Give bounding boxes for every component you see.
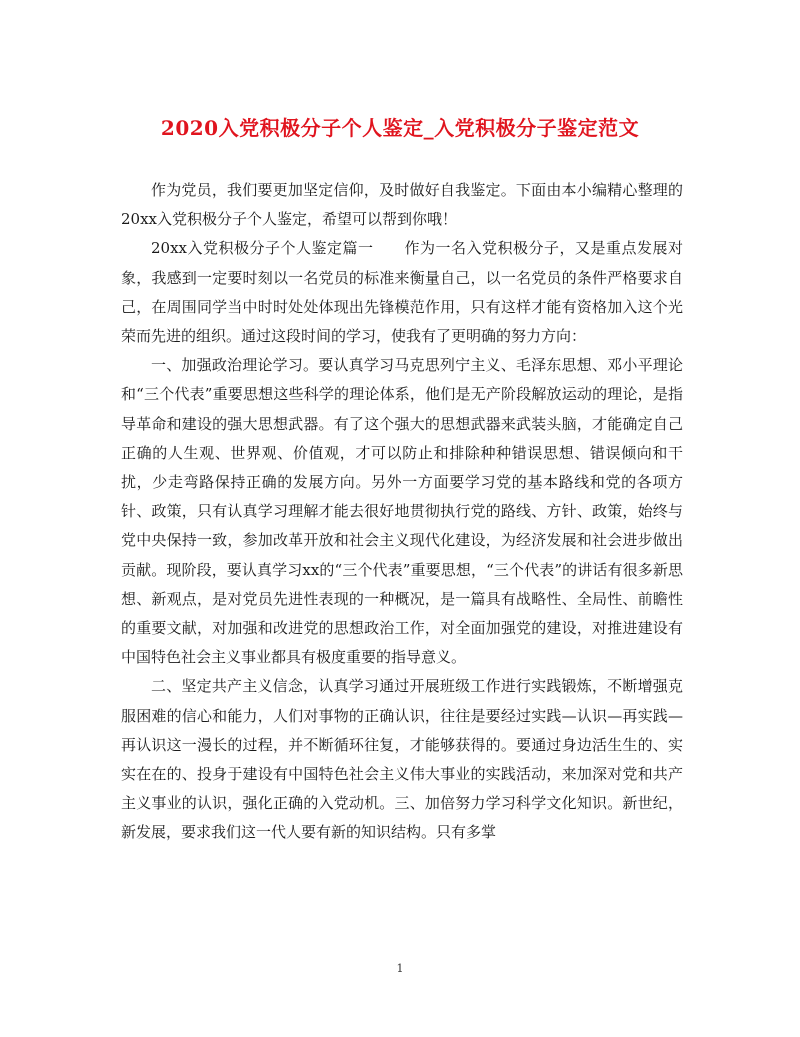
- document-title: 2020入党积极分子个人鉴定_入党积极分子鉴定范文: [160, 116, 640, 140]
- intro-paragraph: 作为党员，我们要更加坚定信仰，及时做好自我鉴定。下面由本小编精心整理的20xx入党积极分子个人鉴定，希望可以帮到你哦！: [121, 181, 683, 229]
- political-study-paragraph: 一、加强政治理论学习。要认真学习马克思列宁主义、毛泽东思想、邓小平理论和“三个代表”重要思想这些科学的理论体系，他们是无产阶段解放运动的理论，是指导革命和建设的强大思想武器。有了这个强大的思想武器来武装头脑，才能确定自己正确的人生观、世界观、价值观，才可以防止和排除种种错误思想、错误倾向和干扰，少走弯路保持正确的发展方向。另外一方面要学习党的基本路线和党的各项方针、政策，只有认真学习理解才能去很好地贯彻执行党的路线、方针、政策，始终与党中央保持一致，参加改革开放和社会主义现代化建设，为经济发展和社会进步做出贡献。现阶段，要认真学习xx的“三个代表”重要思想，“三个代表”的讲话有很多新思想、新观点，是对党员先进性表现的一种概况，是一篇具有战略性、全局性、前瞻性的重要文献，对加强和改进党的思想政治工作，对全面加强党的建设，对推进建设有中国特色社会主义事业都具有极度重要的指导意义。: [121, 356, 683, 667]
- page-number: 1: [396, 962, 404, 975]
- section-one-paragraph: 20xx入党积极分子个人鉴定篇一 作为一名入党积极分子，又是重点发展对象，我感到一定要时刻以一名党员的标准来衡量自己，以一名党员的条件严格要求自己，在周围同学当中时时处处体现出先锋模范作用，只有这样才能有资格加入这个光荣而先进的组织。通过这段时间的学习，使我有了更明确的努力方向：: [121, 239, 683, 346]
- communist-belief-paragraph: 二、坚定共产主义信念，认真学习通过开展班级工作进行实践锻炼，不断增强克服困难的信心和能力，人们对事物的正确认识，往往是要经过实践—认识—再实践—再认识这一漫长的过程，并不断循环往复，才能够获得的。要通过身边活生生的、实实在在的、投身于建设有中国特色社会主义伟大事业的实践活动，来加深对党和共产主义事业的认识，强化正确的入党动机。三、加倍努力学习科学文化知识。新世纪，新发展，要求我们这一代人要有新的知识结构。只有多掌: [121, 677, 683, 842]
- document-body: [121, 176, 683, 848]
